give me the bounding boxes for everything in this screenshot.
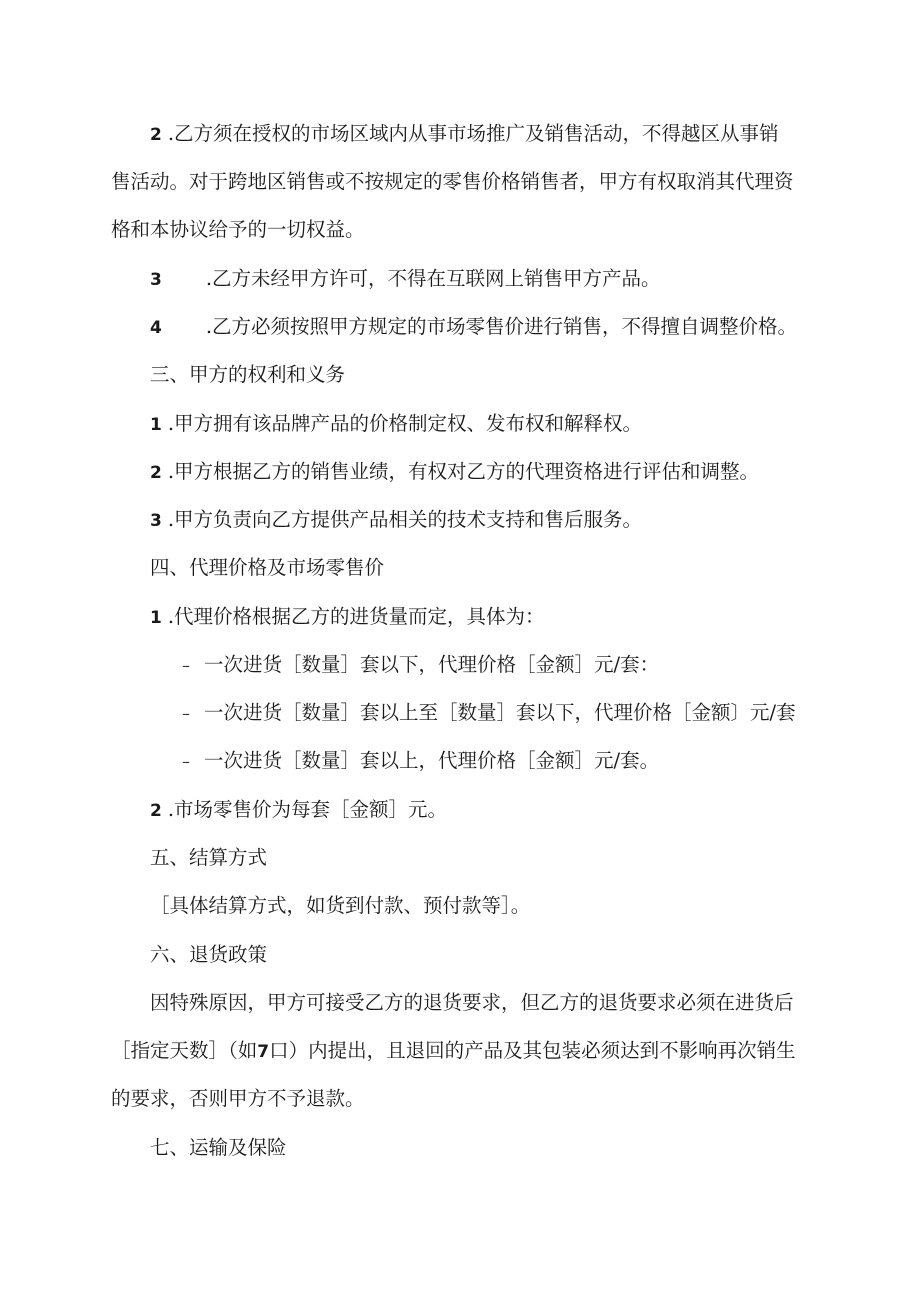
item-number: 4 — [150, 318, 162, 338]
item-text: .市场零售价为每套［金额］元。 — [167, 798, 448, 821]
section-three-item-1 — [150, 410, 642, 438]
item-text: .甲方负责向乙方提供产品相关的技术支持和售后服务。 — [167, 508, 643, 531]
item-text: .甲方根据乙方的销售业绩，有权对乙方的代理资格进行评估和调整。 — [167, 460, 760, 483]
section-five-body: ［具体结算方式，如货到付款、预付款等］。 — [150, 894, 531, 917]
price-tier-3 — [182, 747, 659, 775]
dash-marker: – — [182, 656, 190, 675]
clause-2-line-2: 售活动。对于跨地区销售或不按规定的零售价格销售者，甲方有权取消其代理资 — [111, 170, 794, 193]
clause-3 — [150, 265, 661, 293]
section-four-heading: 四、代理价格及市场零售价 — [150, 556, 385, 579]
section-seven-heading: 七、运输及保险 — [150, 1136, 287, 1159]
item-text: .乙方必须按照甲方规定的市场零售价进行销售，不得擅自调整价格。 — [205, 315, 798, 338]
line-text-start: ［指定天数］（如 — [111, 1039, 258, 1062]
item-text: .代理价格根据乙方的进货量而定，具体为： — [167, 605, 545, 628]
dash-marker: – — [182, 752, 190, 771]
section-six-line-2 — [111, 1037, 796, 1065]
section-three-heading: 三、甲方的权利和义务 — [150, 363, 346, 386]
clause-2-line-1 — [150, 120, 779, 148]
item-text: .乙方须在授权的市场区域内从事市场推广及销售活动，不得越区从事销 — [167, 122, 779, 145]
section-six-heading: 六、退货政策 — [150, 943, 268, 966]
section-four-item-2 — [150, 796, 447, 824]
tier-text: 一次进货［数量］套以下，代理价格［金额］元/套： — [204, 653, 660, 676]
clause-4 — [150, 313, 797, 341]
price-tier-2 — [182, 699, 796, 727]
item-number: 3 — [150, 511, 162, 531]
price-tier-1 — [182, 651, 659, 679]
item-number: 1 — [150, 415, 162, 435]
item-text: .甲方拥有该品牌产品的价格制定权、发布权和解释权。 — [167, 412, 643, 435]
item-number: 3 — [150, 270, 162, 290]
item-number: 2 — [150, 463, 162, 483]
section-six-line-3: 的要求，否则甲方不予退款。 — [111, 1087, 365, 1110]
section-three-item-3 — [150, 506, 642, 534]
item-number: 2 — [150, 801, 162, 821]
section-six-line-1: 因特殊原因，甲方可接受乙方的退货要求，但乙方的退货要求必须在进货后 — [150, 991, 794, 1014]
tier-text: 一次进货［数量］套以上至［数量］套以下，代理价格［金额〕元/套 — [204, 701, 796, 724]
section-three-item-2 — [150, 458, 759, 486]
tier-text: 一次进货［数量］套以上，代理价格［金额］元/套。 — [204, 749, 660, 772]
clause-2-line-3: 格和本协议给予的一切权益。 — [111, 218, 365, 241]
section-five-heading: 五、结算方式 — [150, 846, 268, 869]
day-count: 7 — [257, 1042, 270, 1062]
item-text: .乙方未经甲方许可，不得在互联网上销售甲方产品。 — [205, 267, 661, 290]
dash-marker: – — [182, 704, 190, 723]
line-text-end: 口）内提出，且退回的产品及其包装必须达到不影响再次销生 — [269, 1039, 796, 1062]
section-four-item-1 — [150, 603, 545, 631]
item-number: 2 — [150, 125, 162, 145]
item-number: 1 — [150, 608, 162, 628]
